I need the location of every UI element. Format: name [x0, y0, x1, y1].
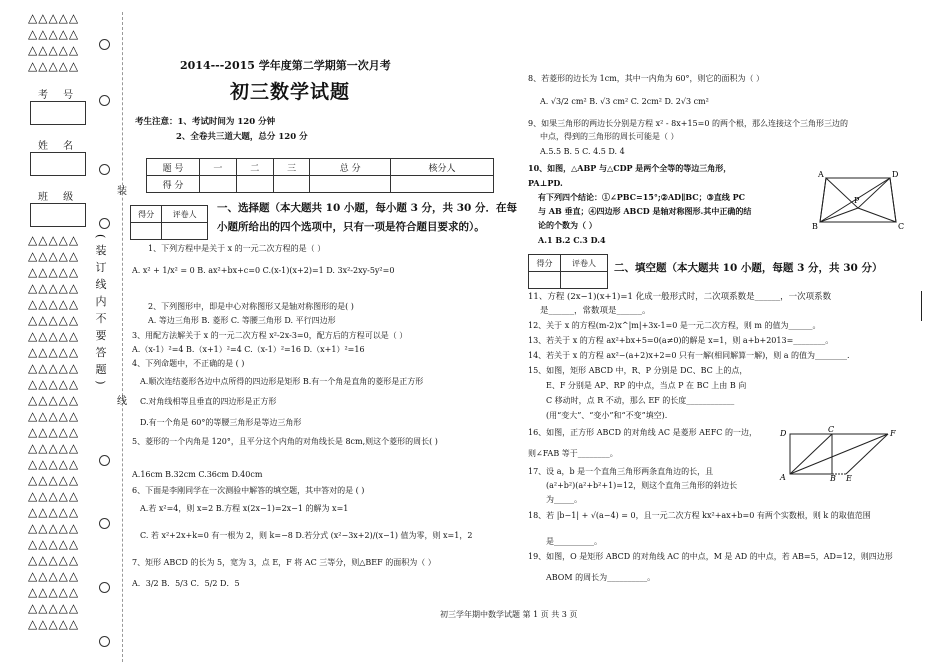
question-19-line-2: ABOM 的周长为__________。: [546, 573, 656, 582]
score-header: 总 分: [310, 159, 390, 176]
grader-reviewer-label: 评卷人: [560, 255, 607, 272]
fig-label: A: [818, 170, 824, 179]
question-9: 9、如果三角形的两边长分别是方程 x² - 8x+15=0 的两个根，那么连接这个三角形三边的: [528, 119, 848, 128]
fig-label: C: [898, 222, 905, 231]
fig-label: A: [780, 473, 786, 482]
fig-label: F: [890, 429, 896, 438]
triangle-row: △△△△△: [28, 297, 80, 311]
exam-no-label: 考 号: [38, 90, 80, 101]
question-14: 14、若关于 x 的方程 ax²−(a+2)x+2=0 只有一解(相同解算一解)，则 a 的值为________.: [528, 351, 850, 360]
fig-label: D: [892, 170, 899, 179]
triangle-row: △△△△△: [28, 377, 80, 391]
triangle-row: △△△△△: [28, 409, 80, 423]
seal-line-notice: (装订线内不要答题): [94, 234, 107, 391]
question-16-line-2: 则∠FAB 等于________。: [528, 449, 618, 458]
score-header: 题 号: [147, 159, 200, 176]
triangle-row: △△△△△: [28, 569, 80, 583]
triangle-row: △△△△△: [28, 27, 80, 41]
grader-reviewer-label: 评卷人: [162, 206, 208, 223]
question-10-line-5: 论的个数为（ ）: [538, 220, 597, 230]
grader-score-cell[interactable]: [131, 223, 162, 240]
triangle-row: △△△△△: [28, 249, 80, 263]
binding-hole-circle: [99, 39, 110, 50]
binding-hole-circle: [99, 582, 110, 593]
class-label: 班 级: [38, 192, 80, 203]
triangle-row: △△△△△: [28, 457, 80, 471]
grader-box-1: [130, 205, 208, 240]
question-7-options: A．3/2 B．5/3 C．5/2 D．5: [132, 579, 240, 588]
grader-box-2: [528, 254, 608, 289]
triangle-row: △△△△△: [28, 265, 80, 279]
score-cell[interactable]: [273, 176, 310, 193]
question-17-line-3: 为_____。: [546, 495, 582, 504]
triangle-row: △△△△△: [28, 313, 80, 327]
fig-label: P: [854, 196, 860, 205]
xian-mark: 线: [117, 396, 127, 407]
binding-hole-circle: [99, 518, 110, 529]
grader-score-label: 得分: [529, 255, 561, 272]
grader-score-cell[interactable]: [529, 272, 561, 289]
question-13: 13、若关于 x 的方程 ax²+bx+5=0(a≠0)的解是 x=1，则 a+b+2013=________。: [528, 336, 834, 345]
question-5-options: A.16cm B.32cm C.36cm D.40cm: [132, 470, 263, 479]
question-5: 5、菱形的一个内角是 120°，且平分这个内角的对角线长是 8cm,则这个菱形的周长( ): [132, 437, 438, 446]
section1-heading: 一、选择题（本大题共 10 小题，每小题 3 分，共 30 分．在每: [217, 202, 517, 214]
triangle-row: △△△△△: [28, 537, 80, 551]
score-cell[interactable]: [390, 176, 493, 193]
score-cell[interactable]: [200, 176, 237, 193]
score-header: 三: [273, 159, 310, 176]
fig-label: B: [830, 474, 836, 482]
triangle-row: △△△△△: [28, 11, 80, 25]
binding-hole-circle: [99, 455, 110, 466]
question-6-option-ab: A.若 x²=4，则 x=2 B.方程 x(2x−1)=2x−1 的解为 x=1: [140, 504, 349, 513]
question-15-line-3: C 移动时，点 R 不动，那么 EF 的长度____________: [546, 396, 735, 405]
fig-label: D: [780, 429, 787, 438]
score-header: 一: [200, 159, 237, 176]
question-15: 15、如图，矩形 ABCD 中，R、P 分别是 DC、BC 上的点，: [528, 366, 748, 375]
seal-dashed-line: [122, 12, 123, 662]
class-box[interactable]: [30, 203, 86, 227]
triangle-row: △△△△△: [28, 473, 80, 487]
question-9-line-2: 中点，得到的三角形的周长可能是（ ）: [540, 132, 679, 141]
question-17: 17、设 a，b 是一个直角三角形两条直角边的长，且: [528, 467, 714, 476]
score-header: 核分人: [390, 159, 493, 176]
triangle-row: △△△△△: [28, 617, 80, 631]
triangle-row: △△△△△: [28, 425, 80, 439]
question-11-line-2: 是______，常数项是______。: [540, 306, 651, 316]
notes-line-1: 考生注意：1、考试时间为 120 分钟: [135, 117, 276, 127]
triangle-row: △△△△△: [28, 489, 80, 503]
question-16: 16、如图，正方形 ABCD 的对角线 AC 是菱形 AEFC 的一边，: [528, 428, 757, 437]
triangle-row: △△△△△: [28, 393, 80, 407]
figure-q10: [812, 168, 916, 232]
triangle-border-bottom: [28, 232, 79, 632]
question-4-option-c: C.对角线相等且垂直的四边形是正方形: [140, 397, 277, 406]
figure-q16: [776, 424, 900, 482]
triangle-row: △△△△△: [28, 521, 80, 535]
question-9-options: A.5.5 B. 5 C. 4.5 D. 4: [540, 147, 625, 156]
fig-label: E: [846, 474, 852, 482]
question-10-line-4: 与 AB 垂直；④四边形 ABCD 是轴对称图形.其中正确的结: [538, 206, 752, 216]
triangle-row: △△△△△: [28, 553, 80, 567]
triangle-row: △△△△△: [28, 441, 80, 455]
binding-hole-circle: [99, 95, 110, 106]
fig-label: C: [828, 425, 835, 434]
zhuang-mark: 装: [117, 186, 127, 197]
question-15-line-2: E、F 分别是 AP、RP 的中点，当点 P 在 BC 上由 B 向: [546, 381, 747, 390]
triangle-row: △△△△△: [28, 233, 80, 247]
question-1-options: A. x² + 1/x² = 0 B. ax²+bx+c=0 C.(x-1)(x+2)=1 D. 3x²-2xy-5y²=0: [132, 266, 395, 275]
question-6: 6、下面是李刚同学在一次测验中解答的填空题，其中答对的是 ( ): [132, 486, 365, 495]
question-10-options: A.1 B.2 C.3 D.4: [538, 235, 606, 245]
question-10-line-2: PA⊥PD.: [528, 178, 563, 188]
question-18-line-2: 是__________。: [546, 537, 602, 546]
binding-hole-circle: [99, 636, 110, 647]
triangle-row: △△△△△: [28, 281, 80, 295]
grader-reviewer-cell[interactable]: [560, 272, 607, 289]
triangle-row: △△△△△: [28, 59, 80, 73]
question-6-option-cd: C. 若 x²+2x+k=0 有一根为 2，则 k=−8 D.若分式 (x²−3x+2)/(x−1) 值为零，则 x=1，2: [140, 531, 473, 540]
binding-hole-circle: [99, 164, 110, 175]
question-2: 2、下列图形中，即是中心对称图形又是轴对称图形的是( ): [148, 302, 354, 311]
question-4-option-ab: A.顺次连结菱形各边中点所得的四边形是矩形 B.有一个角是直角的菱形是正方形: [140, 377, 424, 386]
page-footer: 初三学年期中数学试题 第 1 页 共 3 页: [440, 610, 578, 619]
triangle-row: △△△△△: [28, 345, 80, 359]
fig-label: B: [812, 222, 818, 231]
section1-heading-2: 小题所给出的四个选项中，只有一项是符合题目要求的）。: [217, 221, 485, 233]
score-table: [146, 158, 494, 193]
question-7: 7、矩形 ABCD 的长为 5，宽为 3，点 E，F 将 AC 三等分，则△BEF 的面积为（ ）: [132, 558, 436, 567]
notes-line-2: 2、全卷共三道大题，总分 120 分: [176, 132, 308, 142]
section2-heading: 二、填空题（本大题共 10 小题，每题 3 分，共 30 分）: [614, 262, 883, 274]
score-row-label: 得 分: [147, 176, 200, 193]
question-18: 18、若 |b−1| + √(a−4) = 0，且一元二次方程 kx²+ax+b=0 有两个实数根，则 k 的取值范围: [528, 511, 871, 520]
triangle-row: △△△△△: [28, 329, 80, 343]
question-4-option-d: D.有一个角是 60°的等腰三角形是等边三角形: [140, 418, 302, 427]
triangle-row: △△△△△: [28, 361, 80, 375]
question-3-options: A.（x-1）²=4 B.（x+1）²=4 C.（x-1）²=16 D.（x+1）²=16: [132, 345, 365, 354]
question-12: 12、关于 x 的方程(m-2)x^|m|+3x-1=0 是一元二次方程，则 m 的值为______。: [528, 321, 821, 330]
triangle-row: △△△△△: [28, 505, 80, 519]
score-cell[interactable]: [236, 176, 273, 193]
score-header: 二: [236, 159, 273, 176]
triangle-row: △△△△△: [28, 601, 80, 615]
question-19: 19、如图，O 是矩形 ABCD 的对角线 AC 的中点，M 是 AD 的中点，若 AB=5，AD=12，则四边形: [528, 552, 893, 561]
question-8-options: A. √3/2 cm² B. √3 cm² C. 2cm² D. 2√3 cm²: [540, 97, 709, 106]
question-8: 8、若菱形的边长为 1cm，其中一内角为 60°，则它的面积为（ ）: [528, 74, 765, 83]
grader-score-label: 得分: [131, 206, 162, 223]
grader-reviewer-cell[interactable]: [162, 223, 208, 240]
question-10: 10、如图，△ABP 与△CDP 是两个全等的等边三角形，: [528, 163, 732, 173]
question-11: 11、方程 (2x−1)(x+1)=1 化成一般形式时，二次项系数是______，一次项系数: [528, 292, 832, 302]
margin-mark: [921, 291, 922, 321]
question-2-options: A. 等边三角形 B. 菱形 C. 等腰三角形 D. 平行四边形: [148, 316, 336, 325]
question-1: 1、下列方程中是关于 x 的一元二次方程的是（ ）: [148, 244, 326, 253]
exam-no-box[interactable]: [30, 101, 86, 125]
question-17-line-2: (a²+b²)(a²+b²+1)=12，则这个直角三角形的斜边长: [546, 481, 738, 490]
triangle-border-top: [28, 10, 79, 74]
triangle-row: △△△△△: [28, 585, 80, 599]
name-label: 姓 名: [38, 141, 80, 152]
question-3: 3、用配方法解关于 x 的一元二次方程 x²-2x-3=0，配方后的方程可以是（ ）: [132, 331, 408, 340]
question-15-line-4: (用“变大”、“变小”和“不变”填空).: [546, 411, 668, 420]
binding-hole-circle: [99, 218, 110, 229]
name-box[interactable]: [30, 152, 86, 176]
page-title: 初三数学试题: [230, 81, 351, 103]
question-10-line-3: 有下列四个结论：①∠PBC=15°;②AD∥BC；③直线 PC: [538, 192, 745, 202]
score-cell[interactable]: [310, 176, 390, 193]
question-4: 4、下列命题中，不正确的是 ( ): [132, 359, 245, 368]
triangle-row: △△△△△: [28, 43, 80, 57]
exam-term: 2014---2015 学年度第二学期第一次月考: [180, 59, 391, 72]
